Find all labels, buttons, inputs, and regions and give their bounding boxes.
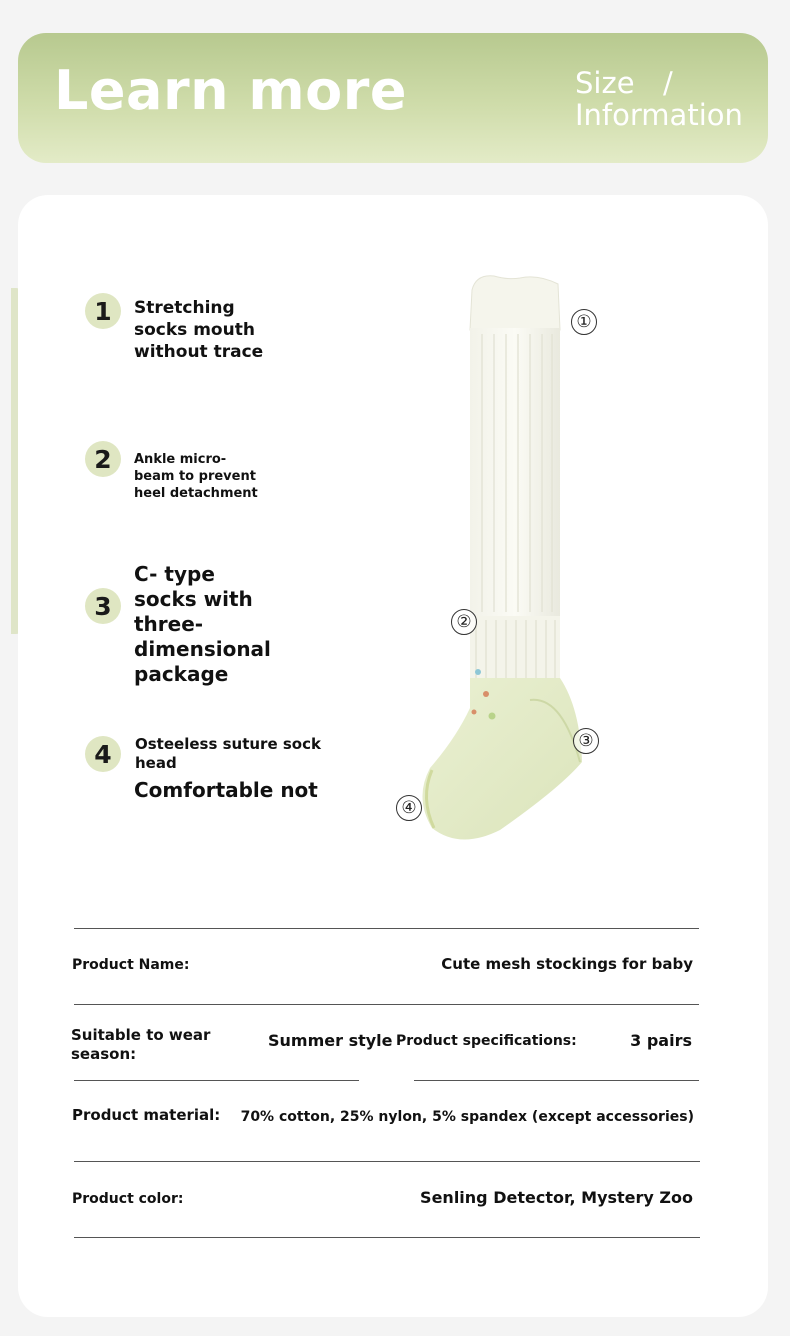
feature-4-text (135, 735, 321, 773)
divider (74, 928, 699, 929)
feature-4-line: Osteeless suture sock (135, 735, 321, 753)
subtitle-information: Information (575, 98, 743, 132)
feature-2-line: Ankle micro- (134, 452, 227, 467)
material-value: 70% cotton, 25% nylon, 5% spandex (except accessories) (240, 1109, 694, 1125)
header-subtitle (575, 66, 755, 132)
product-name-label: Product Name: (72, 957, 190, 973)
product-name-value: Cute mesh stockings for baby (441, 955, 693, 973)
feature-number-1: 1 (85, 293, 121, 329)
feature-3-line: three- (134, 612, 204, 636)
specifications-value: 3 pairs (630, 1031, 692, 1050)
divider (74, 1080, 359, 1081)
season-value: Summer style (268, 1031, 393, 1050)
feature-3-text (134, 562, 271, 687)
marker-4: ④ (396, 795, 422, 821)
color-label: Product color: (72, 1191, 184, 1207)
specifications-label: Product specifications: (396, 1033, 577, 1049)
feature-number-4: 4 (85, 736, 121, 772)
color-value: Senling Detector, Mystery Zoo (420, 1188, 693, 1207)
divider (74, 1161, 700, 1162)
feature-2-line: heel detachment (134, 486, 258, 501)
marker-1: ① (571, 309, 597, 335)
season-label: Suitable to wear season: (71, 1026, 211, 1063)
feature-3-line: package (134, 662, 229, 686)
feature-1-line: Stretching (134, 298, 235, 318)
feature-1-line: socks mouth (134, 320, 255, 340)
feature-2-text (134, 451, 258, 502)
sock-image (390, 268, 630, 848)
divider (74, 1004, 699, 1005)
feature-3-line: socks with (134, 587, 253, 611)
feature-1-text (134, 297, 263, 363)
feature-1-line: without trace (134, 342, 264, 362)
feature-4-extra-text: Comfortable not (134, 778, 318, 802)
sock-illustration (390, 268, 630, 848)
material-label: Product material: (72, 1106, 221, 1124)
feature-3-line: C- type (134, 562, 215, 586)
feature-number-3: 3 (85, 588, 121, 624)
page-title: Learn more (54, 59, 407, 122)
marker-3: ③ (573, 728, 599, 754)
marker-2: ② (451, 609, 477, 635)
feature-2-line: beam to prevent (134, 469, 256, 484)
subtitle-size: Size (575, 66, 635, 100)
feature-4-line: head (135, 754, 177, 772)
divider (414, 1080, 699, 1081)
header-banner (18, 33, 768, 163)
feature-3-line: dimensional (134, 637, 271, 661)
feature-number-2: 2 (85, 441, 121, 477)
divider (74, 1237, 700, 1238)
subtitle-slash: / (663, 66, 673, 100)
